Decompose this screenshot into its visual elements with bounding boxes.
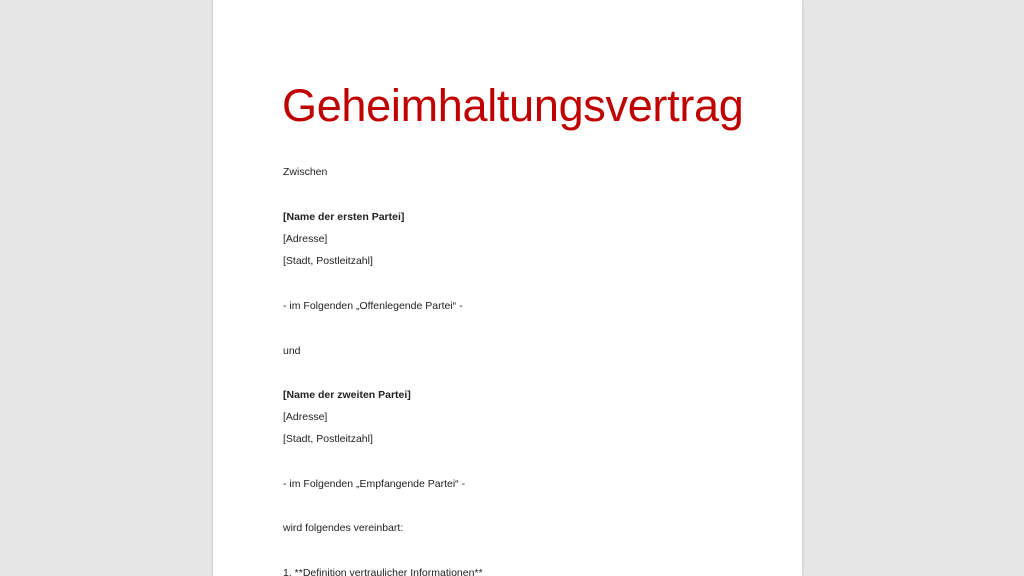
party2-name: [Name der zweiten Partei]	[283, 389, 411, 401]
document-page	[213, 0, 802, 576]
conjunction-text: und	[283, 345, 301, 357]
section-1-heading: 1. **Definition vertraulicher Informationen**	[283, 567, 483, 576]
agreement-text: wird folgendes vereinbart:	[283, 522, 404, 534]
party2-address: [Adresse]	[283, 411, 328, 423]
party1-city: [Stadt, Postleitzahl]	[283, 255, 373, 267]
document-title: Geheimhaltungsvertrag	[282, 80, 744, 131]
party1-name: [Name der ersten Partei]	[283, 211, 405, 223]
party1-role: - im Folgenden „Offenlegende Partei“ -	[283, 300, 463, 312]
party1-address: [Adresse]	[283, 233, 328, 245]
party2-role: - im Folgenden „Empfangende Partei“ -	[283, 478, 466, 490]
intro-text: Zwischen	[283, 166, 328, 178]
party2-city: [Stadt, Postleitzahl]	[283, 433, 373, 445]
